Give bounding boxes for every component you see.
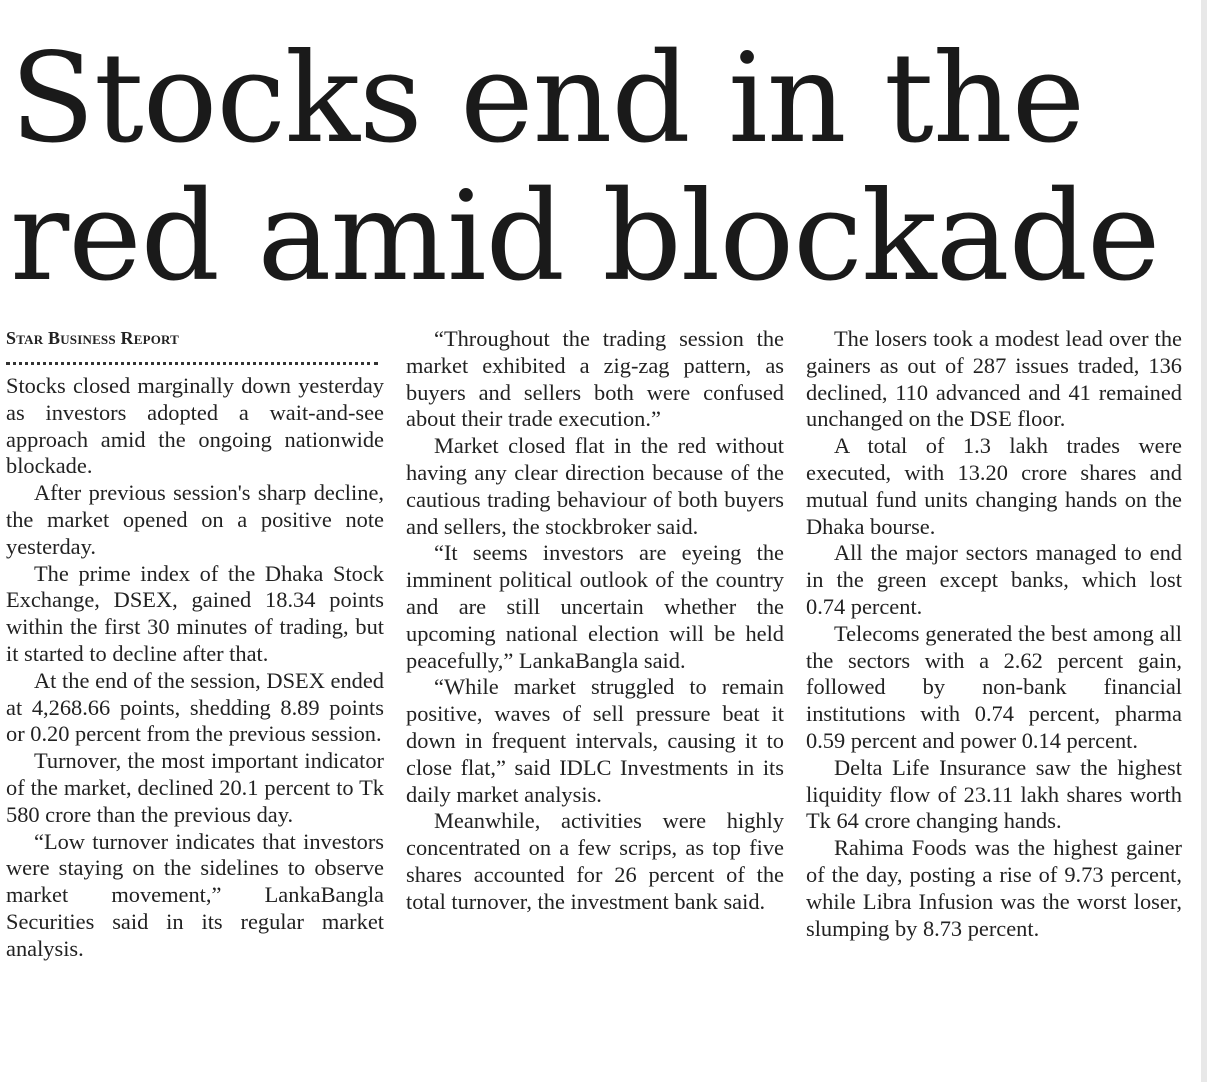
headline-line-2: red amid blockade: [10, 165, 1160, 309]
paragraph: Rahima Foods was the highest gainer of the day, posting a rise of 9.73 percent, while Libra Infusion was the worst loser, slumping by 8.73 percent.: [806, 835, 1182, 941]
paragraph: The prime index of the Dhaka Stock Exchange, DSEX, gained 18.34 points within the first 30 minutes of trading, but it started to decline after that.: [6, 560, 384, 666]
paragraph: The losers took a modest lead over the gainers as out of 287 issues traded, 136 declined, 110 advanced and 41 remained unchanged on the DSE floor.: [806, 326, 1182, 432]
paragraph: “Throughout the trading session the market exhibited a zig-zag pattern, as buyers and sellers both were confused about their trade execution.”: [406, 326, 784, 432]
headline-line-1: Stocks end in the: [10, 27, 1085, 171]
paragraph: “While market struggled to remain positive, waves of sell pressure beat it down in frequent intervals, causing it to close flat,” said IDLC Investments in its daily market analysis.: [406, 674, 784, 807]
paragraph: Meanwhile, activities were highly concentrated on a few scrips, as top five shares accounted for 26 percent of the total turnover, the investment bank said.: [406, 808, 784, 914]
paragraph: After previous session's sharp decline, the market opened on a positive note yesterday.: [6, 480, 384, 559]
column-1: [6, 326, 384, 963]
paragraph: Telecoms generated the best among all the sectors with a 2.62 percent gain, followed by non-bank financial institutions with 0.74 percent, pharma 0.59 percent and power 0.14 percent.: [806, 620, 1182, 753]
paragraph: Stocks closed marginally down yesterday as investors adopted a wait-and-see approach amid the ongoing nationwide blockade.: [6, 373, 384, 479]
paragraph: “It seems investors are eyeing the imminent political outlook of the country and are still uncertain whether the upcoming national election will be held peacefully,” LankaBangla said.: [406, 540, 784, 673]
headline: [10, 27, 1190, 309]
column-2: [406, 326, 784, 916]
page-edge: [1201, 0, 1207, 1082]
column-3: [806, 326, 1182, 942]
paragraph: Delta Life Insurance saw the highest liquidity flow of 23.11 lakh shares worth Tk 64 crore changing hands.: [806, 754, 1182, 834]
paragraph: A total of 1.3 lakh trades were executed, with 13.20 crore shares and mutual fund units changing hands on the Dhaka bourse.: [806, 433, 1182, 539]
paragraph: Market closed flat in the red without having any clear direction because of the cautious trading behaviour of both buyers and sellers, the stockbroker said.: [406, 433, 784, 539]
paragraph: “Low turnover indicates that investors were staying on the sidelines to observe market movement,” LankaBangla Securities said in its regular market analysis.: [6, 828, 384, 961]
paragraph: Turnover, the most important indicator of the market, declined 20.1 percent to Tk 580 crore than the previous day.: [6, 748, 384, 827]
byline: Star Business Report: [6, 328, 180, 348]
dotted-divider: [6, 356, 378, 365]
paragraph: At the end of the session, DSEX ended at 4,268.66 points, shedding 8.89 points or 0.20 percent from the previous session.: [6, 667, 384, 747]
paragraph: All the major sectors managed to end in the green except banks, which lost 0.74 percent.: [806, 540, 1182, 619]
